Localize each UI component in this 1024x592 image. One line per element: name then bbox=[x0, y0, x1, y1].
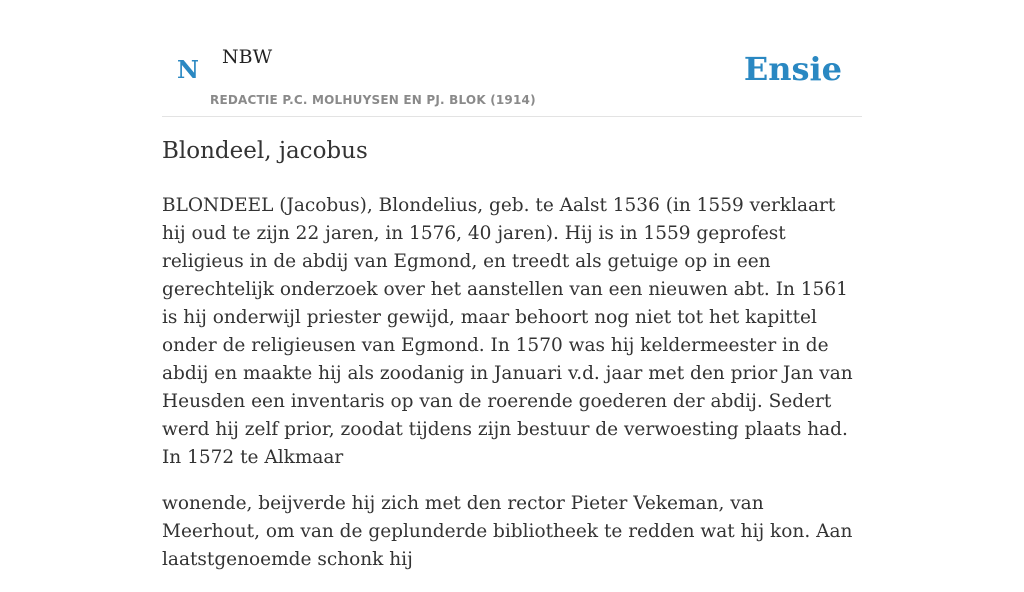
header bbox=[162, 0, 862, 117]
page-title: Blondeel, jacobus bbox=[162, 138, 368, 164]
source-logo[interactable]: N bbox=[177, 55, 199, 84]
article-paragraph: wonende, beijverde hij zich met den rector Pieter Vekeman, van Meerhout, om van de geplunderde bibliotheek te redden wat hij kon. Aan laatstgenoemde schonk hij bbox=[162, 493, 853, 570]
source-subtitle: REDACTIE P.C. MOLHUYSEN EN PJ. BLOK (1914) bbox=[210, 93, 536, 107]
brand-logo[interactable]: Ensie bbox=[743, 50, 842, 88]
article-paragraph: BLONDEEL (Jacobus), Blondelius, geb. te Aalst 1536 (in 1559 verklaart hij oud te zijn 22 jaren, in 1576, 40 jaren). Hij is in 1559 geprofest religieus in de abdij van Egmond, en treedt als getuige op in een gerechtelijk onderzoek over het aanstellen van een nieuwen abt. In 1561 is hij onderwijl priester gewijd, maar behoort nog niet tot het kapittel onder de religieusen van Egmond. In 1570 was hij keldermeester in de abdij en maakte hij als zoodanig in Januari v.d. jaar met den prior Jan van Heusden een inventaris op van de roerende goederen der abdij. Sedert werd hij zelf prior, zoodat tijdens zijn bestuur de verwoesting plaats had. In 1572 te Alkmaar bbox=[162, 195, 853, 468]
article-body bbox=[162, 192, 862, 592]
source-name[interactable]: NBW bbox=[222, 46, 273, 68]
